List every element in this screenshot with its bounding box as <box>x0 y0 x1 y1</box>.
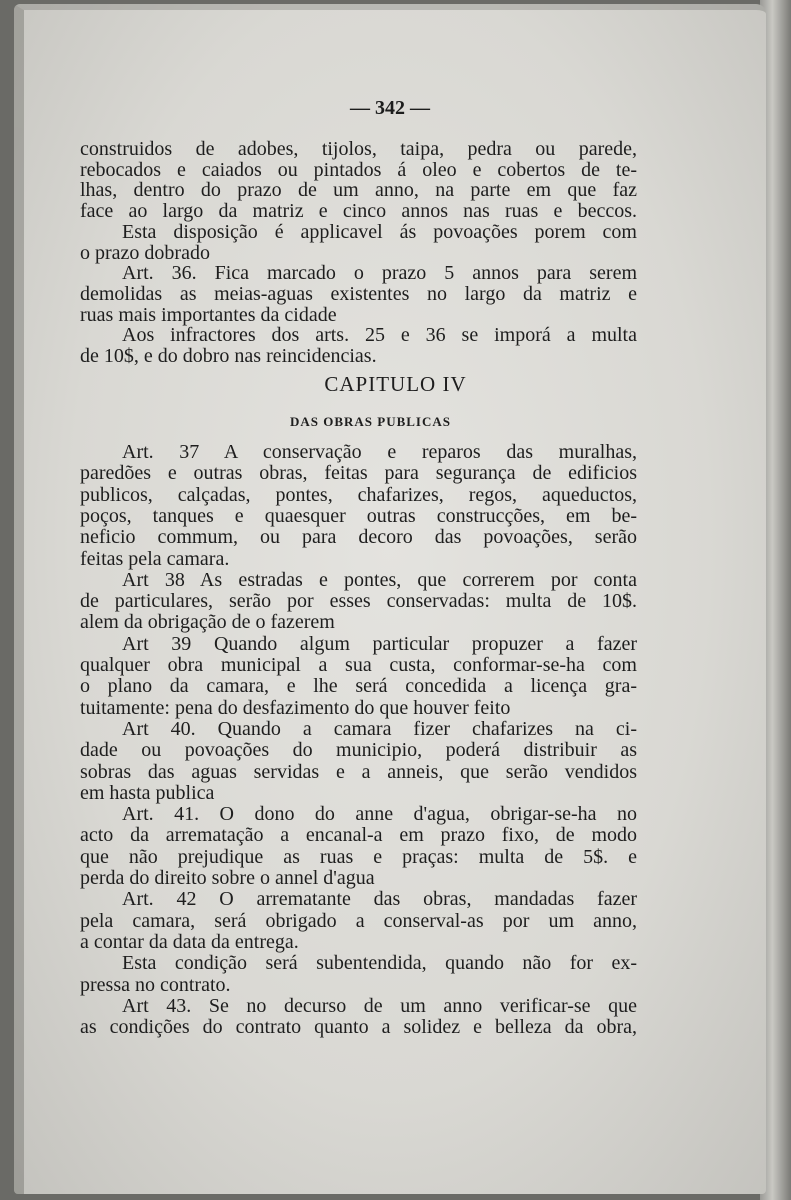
text-line: Art. 41. O dono do anne d'agua, obrigar-se-ha no <box>122 803 637 826</box>
text-line: Art. 37 A conservação e reparos das muralhas, <box>122 441 637 463</box>
chapter-subtitle: DAS OBRAS PUBLICAS <box>289 414 452 429</box>
text-line: Art. 42 O arrematante das obras, mandadas fazer <box>122 888 637 911</box>
text-line: qualquer obra municipal a sua custa, conformar-se-ha com <box>80 654 637 676</box>
text-line: neficio commum, ou para decoro das povoações, serão <box>80 526 637 549</box>
text-line: Art 40. Quando a camara fizer chafarizes na ci- <box>122 717 637 740</box>
text-line: Aos infractores dos arts. 25 e 36 se imporá a multa <box>122 324 637 347</box>
text-line: pressa no contrato. <box>80 973 231 996</box>
text-line: de particulares, serão por esses conservadas: multa de 10$. <box>80 590 637 613</box>
text-line: as condições do contrato quanto a solidez e belleza da obra, <box>80 1016 637 1039</box>
text-line: dade ou povoações do municipio, poderá distribuir as <box>80 739 637 762</box>
text-line: Art. 36. Fica marcado o prazo 5 annos para serem <box>122 262 637 285</box>
text-line: demolidas as meias-aguas existentes no largo da matriz e <box>80 282 637 305</box>
text-line: construidos de adobes, tijolos, taipa, pedra ou parede, <box>80 138 637 160</box>
chapter-title: CAPITULO IV <box>324 372 467 396</box>
text-line: poços, tanques e quaesquer outras construcções, em be- <box>80 504 637 527</box>
text-line: perda do direito sobre o annel d'agua <box>80 867 375 889</box>
text-line: de 10$, e do dobro nas reincidencias. <box>80 345 377 367</box>
text-line: o prazo dobrado <box>80 241 210 264</box>
page-number: — 342 — <box>350 97 430 119</box>
text-line: sobras das aguas servidas e a anneis, que serão vendidos <box>80 760 637 783</box>
text-line: Art 39 Quando algum particular propuzer a fazer <box>122 632 637 655</box>
text-line: publicos, calçadas, pontes, chafarizes, regos, aqueductos, <box>80 483 637 506</box>
text-line: pela camara, será obrigado a conserval-as por um anno, <box>80 909 637 932</box>
text-line: ruas mais importantes da cidade <box>80 303 337 326</box>
text-line: acto da arrematação a encanal-a em prazo fixo, de modo <box>80 824 637 847</box>
text-line: o plano da camara, e lhe será concedida a licença gra- <box>80 675 637 698</box>
text-line: Esta disposição é applicavel ás povoações porem com <box>122 220 637 243</box>
text-line: que não prejudique as ruas e praças: multa de 5$. e <box>80 845 637 868</box>
text-line: a contar da data da entrega. <box>80 930 299 953</box>
text-line: alem da obrigação de o fazerem <box>80 611 335 634</box>
text-line: Esta condição será subentendida, quando não for ex- <box>122 952 637 975</box>
text-line: paredões e outras obras, feitas para segurança de edificios <box>80 462 637 485</box>
text-line: Art 43. Se no decurso de um anno verificar-se que <box>122 994 637 1017</box>
text-line: Art 38 As estradas e pontes, que correrem por conta <box>122 568 637 591</box>
text-line: face ao largo da matriz e cinco annos nas ruas e beccos. <box>80 200 637 223</box>
text-line: tuitamente: pena do desfazimento do que houver feito <box>80 696 511 719</box>
text-line: lhas, dentro do prazo de um anno, na parte em que faz <box>80 179 637 202</box>
text-line: em hasta publica <box>80 781 215 804</box>
text-line: rebocados e caiados ou pintados á oleo e cobertos de te- <box>80 158 637 181</box>
text-line: feitas pela camara. <box>80 547 230 570</box>
